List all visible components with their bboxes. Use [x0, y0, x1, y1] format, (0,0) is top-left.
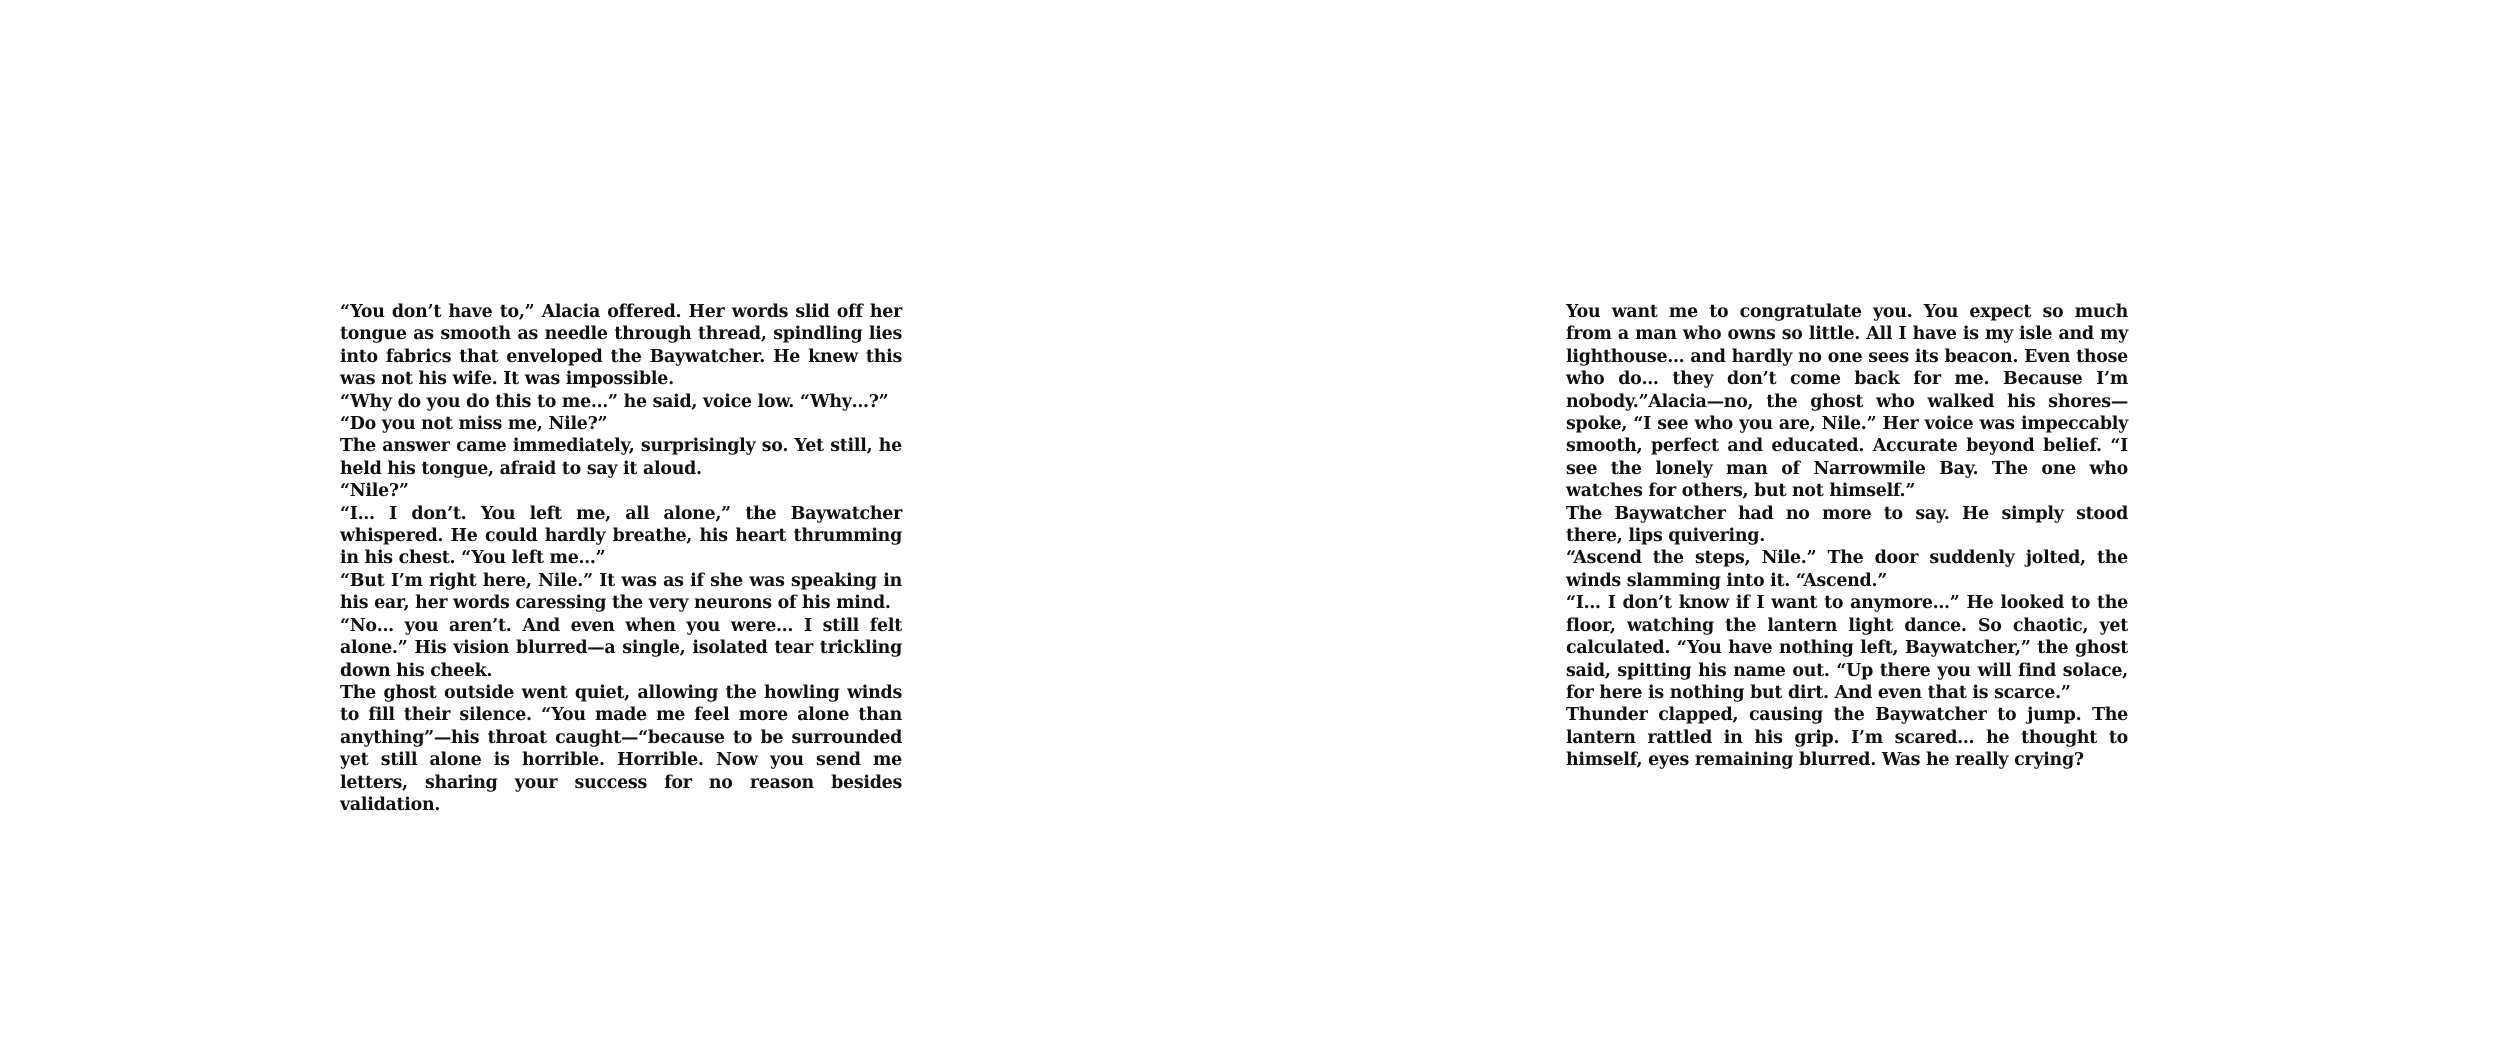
- paragraph: “But I’m right here, Nile.” It was as if she was speaking in his ear, her words caressing the very neurons of his mind.: [340, 570, 902, 614]
- paragraph: The ghost outside went quiet, allowing the howling winds to fill their silence. “You made me feel more alone than anything”—his throat caught—“because to be surrounded yet still alone is horrible. Horrible. Now you send me letters, sharing your success for no reason besides validation.: [340, 682, 902, 815]
- paragraph: “You don’t have to,” Alacia offered. Her words slid off her tongue as smooth as needle through thread, spindling lies into fabrics that enveloped the Baywatcher. He knew this was not his wife. It was impossible.: [340, 302, 902, 390]
- paragraph: The answer came immediately, surprisingly so. Yet still, he held his tongue, afraid to say it aloud.: [340, 436, 902, 479]
- right-page-text: [1566, 301, 2128, 772]
- paragraph: “Ascend the steps, Nile.” The door suddenly jolted, the winds slamming into it. “Ascend.”: [1566, 548, 2128, 591]
- paragraph: “Nile?”: [340, 481, 409, 502]
- left-page-text: [340, 301, 902, 816]
- paragraph: “Do you not miss me, Nile?”: [340, 414, 608, 435]
- paragraph: “I… I don’t. You left me, all alone,” the Baywatcher whispered. He could hardly breathe, his heart thrumming in his chest. “You left me…”: [340, 503, 902, 569]
- paragraph: “I… I don’t know if I want to anymore…” He looked to the floor, watching the lantern light dance. So chaotic, yet calculated. “You have nothing left, Baywatcher,” the ghost said, spitting his name out. “Up there you will find solace, for here is nothing but dirt. And even that is scarce.”: [1566, 593, 2128, 703]
- paragraph: Thunder clapped, causing the Baywatcher to jump. The lantern rattled in his grip. I’m scared… he thought to himself, eyes remaining blurred. Was he really crying?: [1566, 705, 2128, 771]
- paragraph: The Baywatcher had no more to say. He simply stood there, lips quivering.: [1566, 503, 2128, 547]
- paragraph: “Why do you do this to me…” he said, voice low. “Why…?”: [340, 391, 889, 412]
- paragraph: “No… you aren’t. And even when you were… I still felt alone.” His vision blurred—a single, isolated tear trickling down his cheek.: [340, 615, 902, 681]
- paragraph: You want me to congratulate you. You expect so much from a man who owns so little. All I have is my isle and my lighthouse… and hardly no one sees its beacon. Even those who do… they don’t come back for me. Because I’m nobody.”Alacia—no, the ghost who walked his shores—spoke, “I see who you are, Nile.” Her voice was impeccably smooth, perfect and educated. Accurate beyond belief. “I see the lonely man of Narrowmile Bay. The one who watches for others, but not himself.”: [1566, 302, 2128, 502]
